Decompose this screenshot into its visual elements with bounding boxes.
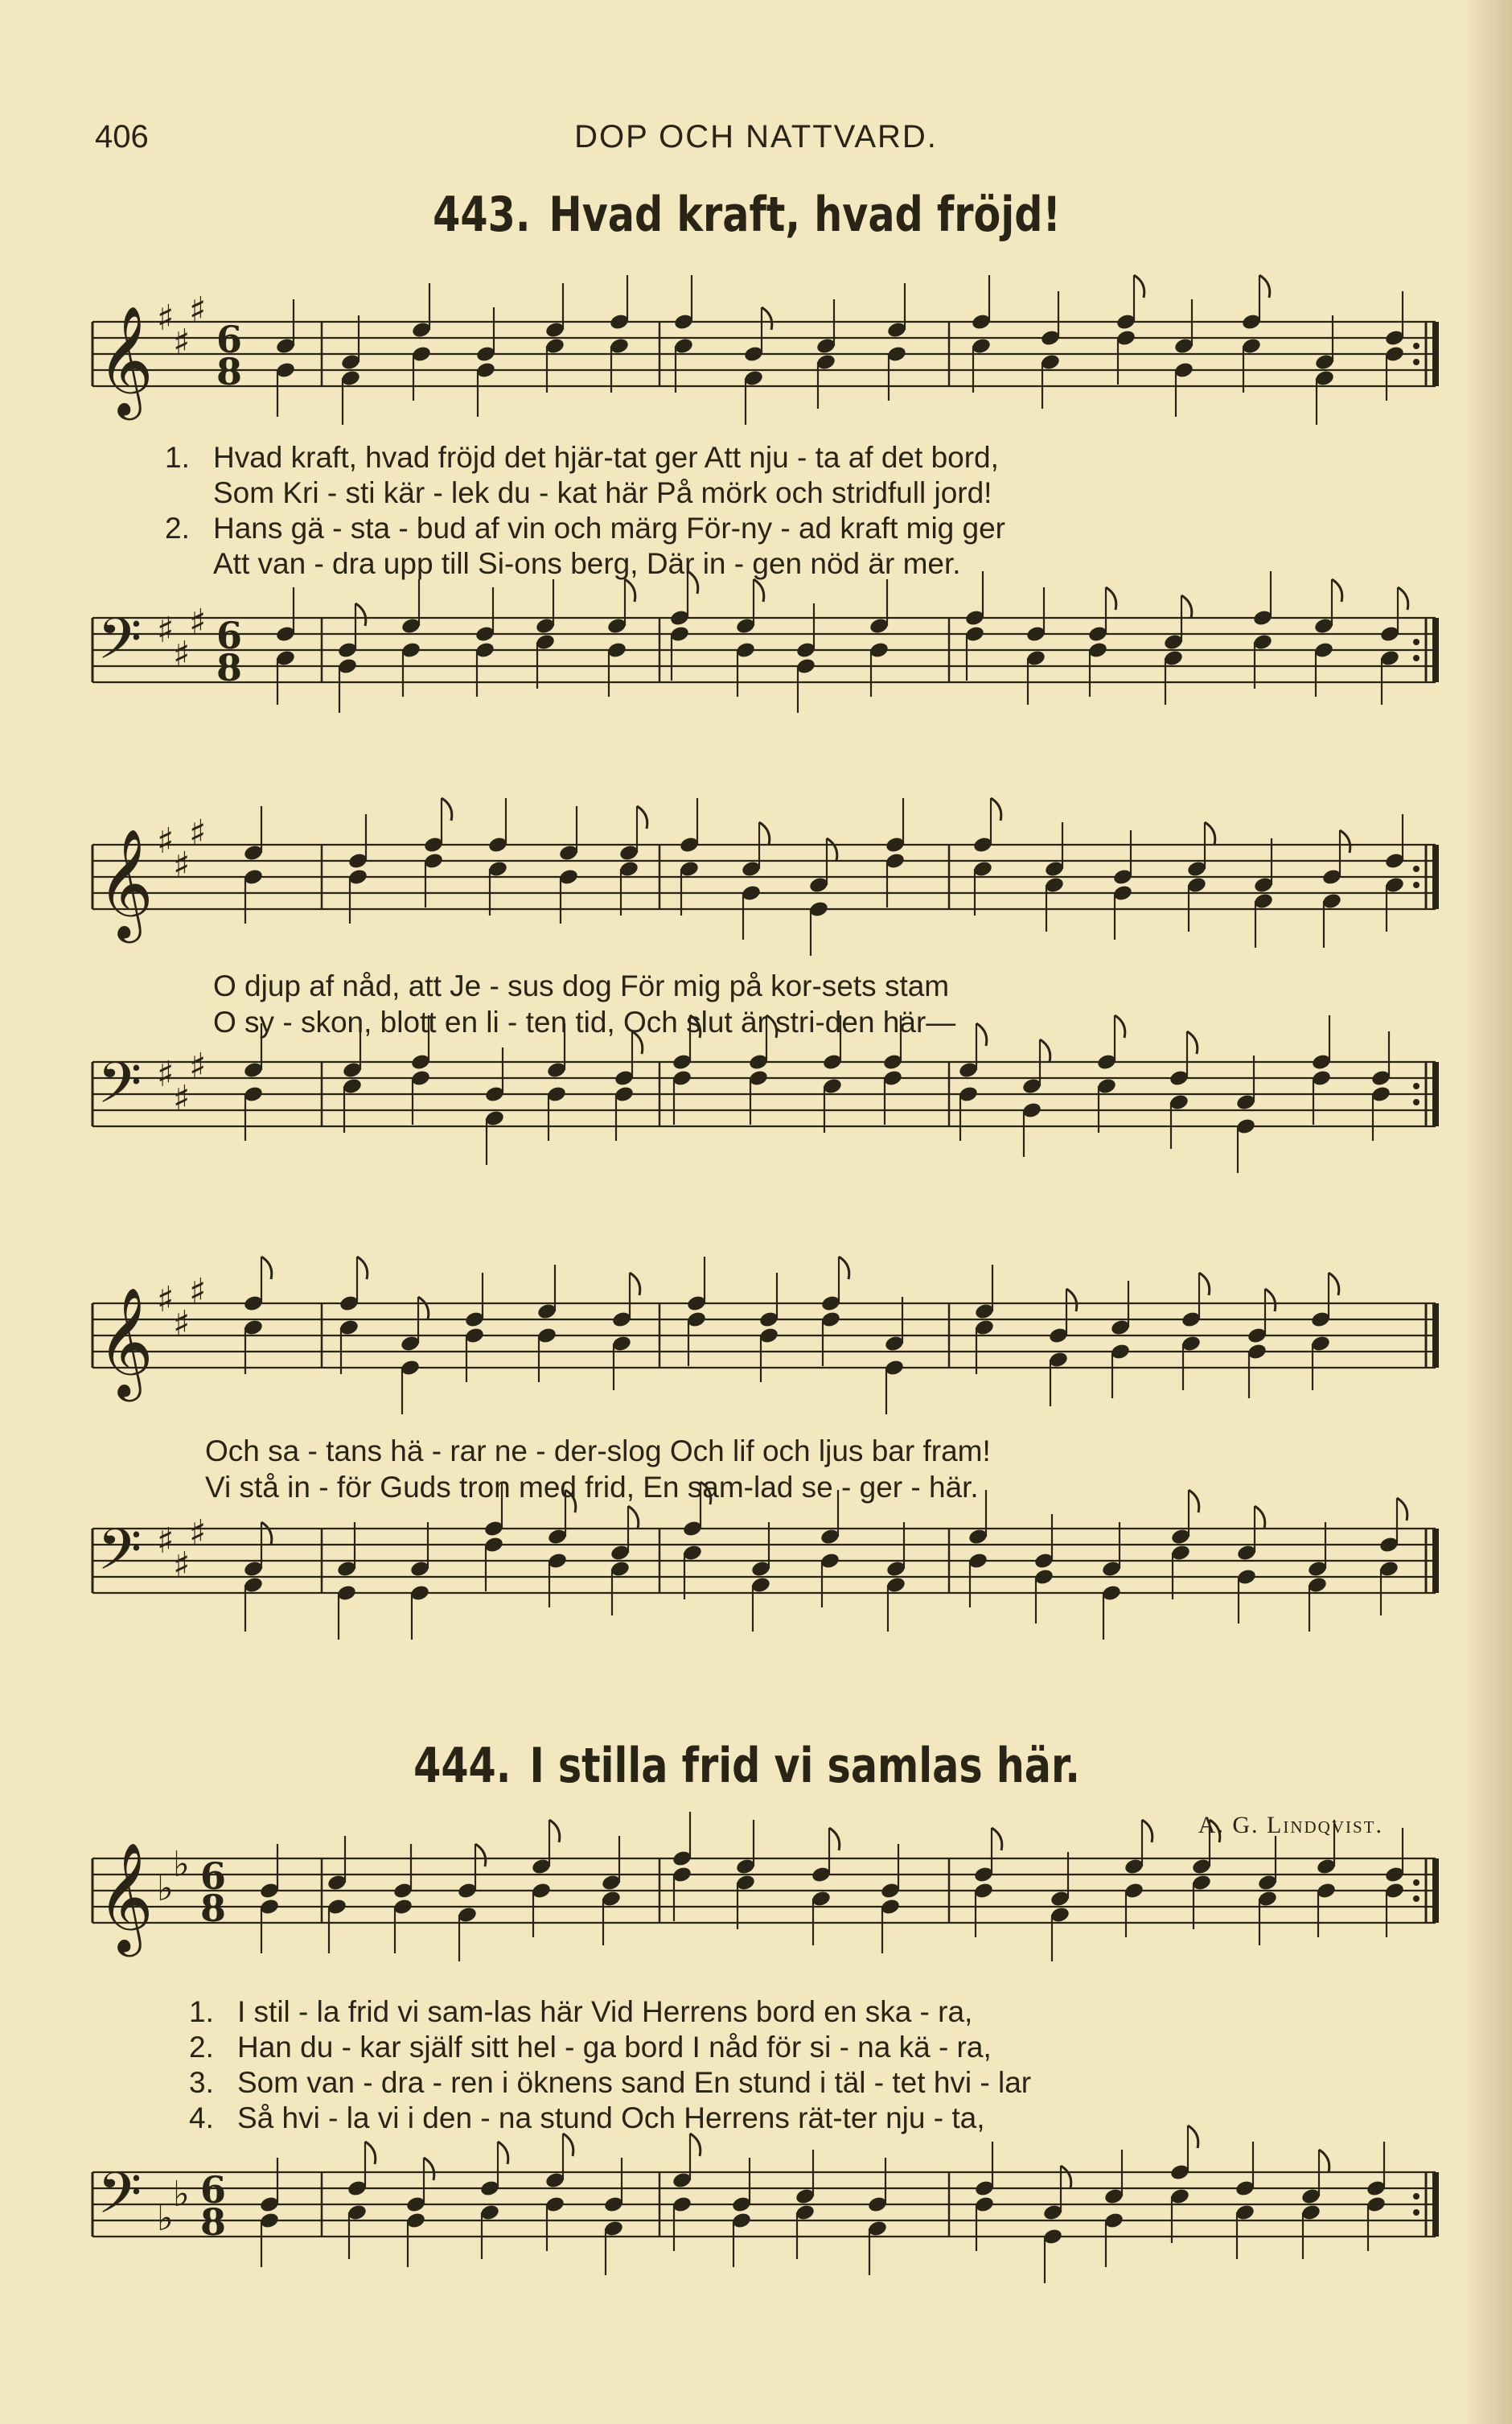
svg-text:8: 8 xyxy=(216,350,243,393)
svg-text:♯: ♯ xyxy=(173,634,191,675)
svg-text:6: 6 xyxy=(200,1854,227,1898)
svg-text:𝄞: 𝄞 xyxy=(97,304,154,415)
lyric-line: 1. I stil - la frid vi sam-las här Vid Herrens bord en ska - ra, xyxy=(189,1995,973,2028)
svg-text:8: 8 xyxy=(200,1887,227,1930)
hymn-number: 444. xyxy=(413,1738,512,1794)
svg-text:𝄢: 𝄢 xyxy=(97,606,142,686)
bass-staff xyxy=(0,602,1512,730)
svg-text:♯: ♯ xyxy=(157,1521,175,1562)
svg-text:♯: ♯ xyxy=(157,298,175,339)
running-title: DOP OCH NATTVARD. xyxy=(574,119,938,154)
treble-staff xyxy=(0,813,1512,957)
svg-text:♯: ♯ xyxy=(189,813,207,854)
svg-text:𝄞: 𝄞 xyxy=(97,827,154,938)
svg-text:♭: ♭ xyxy=(173,1844,190,1885)
hymn-title-text: I stilla frid vi samlas här. xyxy=(529,1738,1080,1794)
lyric-line: O sy - skon, blott en li - ten tid, Och slut är stri-den här— xyxy=(213,1006,956,1039)
svg-text:𝄞: 𝄞 xyxy=(97,1286,154,1397)
svg-text:♯: ♯ xyxy=(189,1271,207,1312)
bass-staff xyxy=(0,1512,1512,1641)
svg-text:♯: ♯ xyxy=(157,1054,175,1095)
hymn-443-title xyxy=(136,187,1376,243)
svg-text:𝄢: 𝄢 xyxy=(97,1050,142,1130)
lyric-line: Att van - dra upp till Si-ons berg, Där in - gen nöd är mer. xyxy=(213,547,961,580)
lyric-line: 2. Han du - kar själf sitt hel - ga bord I nåd för si - na kä - ra, xyxy=(189,2031,992,2064)
svg-text:♭: ♭ xyxy=(157,2198,174,2239)
treble-staff xyxy=(0,1842,1512,1971)
svg-text:𝄞: 𝄞 xyxy=(97,1841,154,1952)
bass-staff xyxy=(0,1046,1512,1175)
svg-text:♯: ♯ xyxy=(173,845,191,886)
svg-text:♯: ♯ xyxy=(189,290,207,331)
svg-text:6: 6 xyxy=(216,318,243,361)
svg-text:♯: ♯ xyxy=(173,1078,191,1119)
svg-text:♯: ♯ xyxy=(189,602,207,643)
svg-text:6: 6 xyxy=(216,614,243,657)
page-number: 406 xyxy=(95,119,149,154)
hymn-title-text: Hvad kraft, hvad fröjd! xyxy=(549,187,1061,243)
svg-text:♯: ♯ xyxy=(157,610,175,651)
lyric-line: 3. Som van - dra - ren i öknens sand En stund i täl - tet hvi - lar xyxy=(189,2066,1032,2099)
lyric-line: Vi stå in - för Guds tron med frid, En sam-lad se - ger - här. xyxy=(205,1471,979,1504)
svg-text:♯: ♯ xyxy=(189,1512,207,1554)
lyric-line: O djup af nåd, att Je - sus dog För mig på kor-sets stam xyxy=(213,969,950,1002)
svg-text:♭: ♭ xyxy=(173,2174,190,2215)
svg-text:𝄢: 𝄢 xyxy=(97,2160,142,2241)
svg-text:♯: ♯ xyxy=(173,1303,191,1344)
svg-text:♯: ♯ xyxy=(157,1279,175,1320)
svg-text:♯: ♯ xyxy=(157,821,175,862)
lyric-line: Och sa - tans hä - rar ne - der-slog Och lif och ljus bar fram! xyxy=(205,1434,991,1467)
lyric-line: 1. Hvad kraft, hvad fröjd det hjär-tat ger Att nju - ta af det bord, xyxy=(165,441,999,474)
bass-staff xyxy=(0,2156,1512,2285)
svg-text:8: 8 xyxy=(216,646,243,689)
hymn-444-title xyxy=(136,1738,1376,1794)
svg-text:6: 6 xyxy=(200,2168,227,2212)
treble-staff xyxy=(0,1271,1512,1416)
svg-text:♯: ♯ xyxy=(173,322,191,363)
svg-text:♭: ♭ xyxy=(157,1868,174,1909)
lyric-line: Som Kri - sti kär - lek du - kat här På mörk och stridfull jord! xyxy=(213,476,992,509)
treble-staff xyxy=(0,290,1512,434)
hymn-number: 443. xyxy=(433,187,531,243)
lyric-line: 2. Hans gä - sta - bud af vin och märg För-ny - ad kraft mig ger xyxy=(165,512,1005,545)
composer-credit: A. G. Lindqvist. xyxy=(1198,1812,1383,1838)
svg-text:𝄢: 𝄢 xyxy=(97,1517,142,1597)
page-header xyxy=(0,119,1512,167)
svg-text:♯: ♯ xyxy=(173,1545,191,1586)
lyric-line: 4. Så hvi - la vi i den - na stund Och Herrens rät-ter nju - ta, xyxy=(189,2101,985,2134)
svg-text:♯: ♯ xyxy=(189,1046,207,1087)
svg-text:8: 8 xyxy=(200,2200,227,2244)
